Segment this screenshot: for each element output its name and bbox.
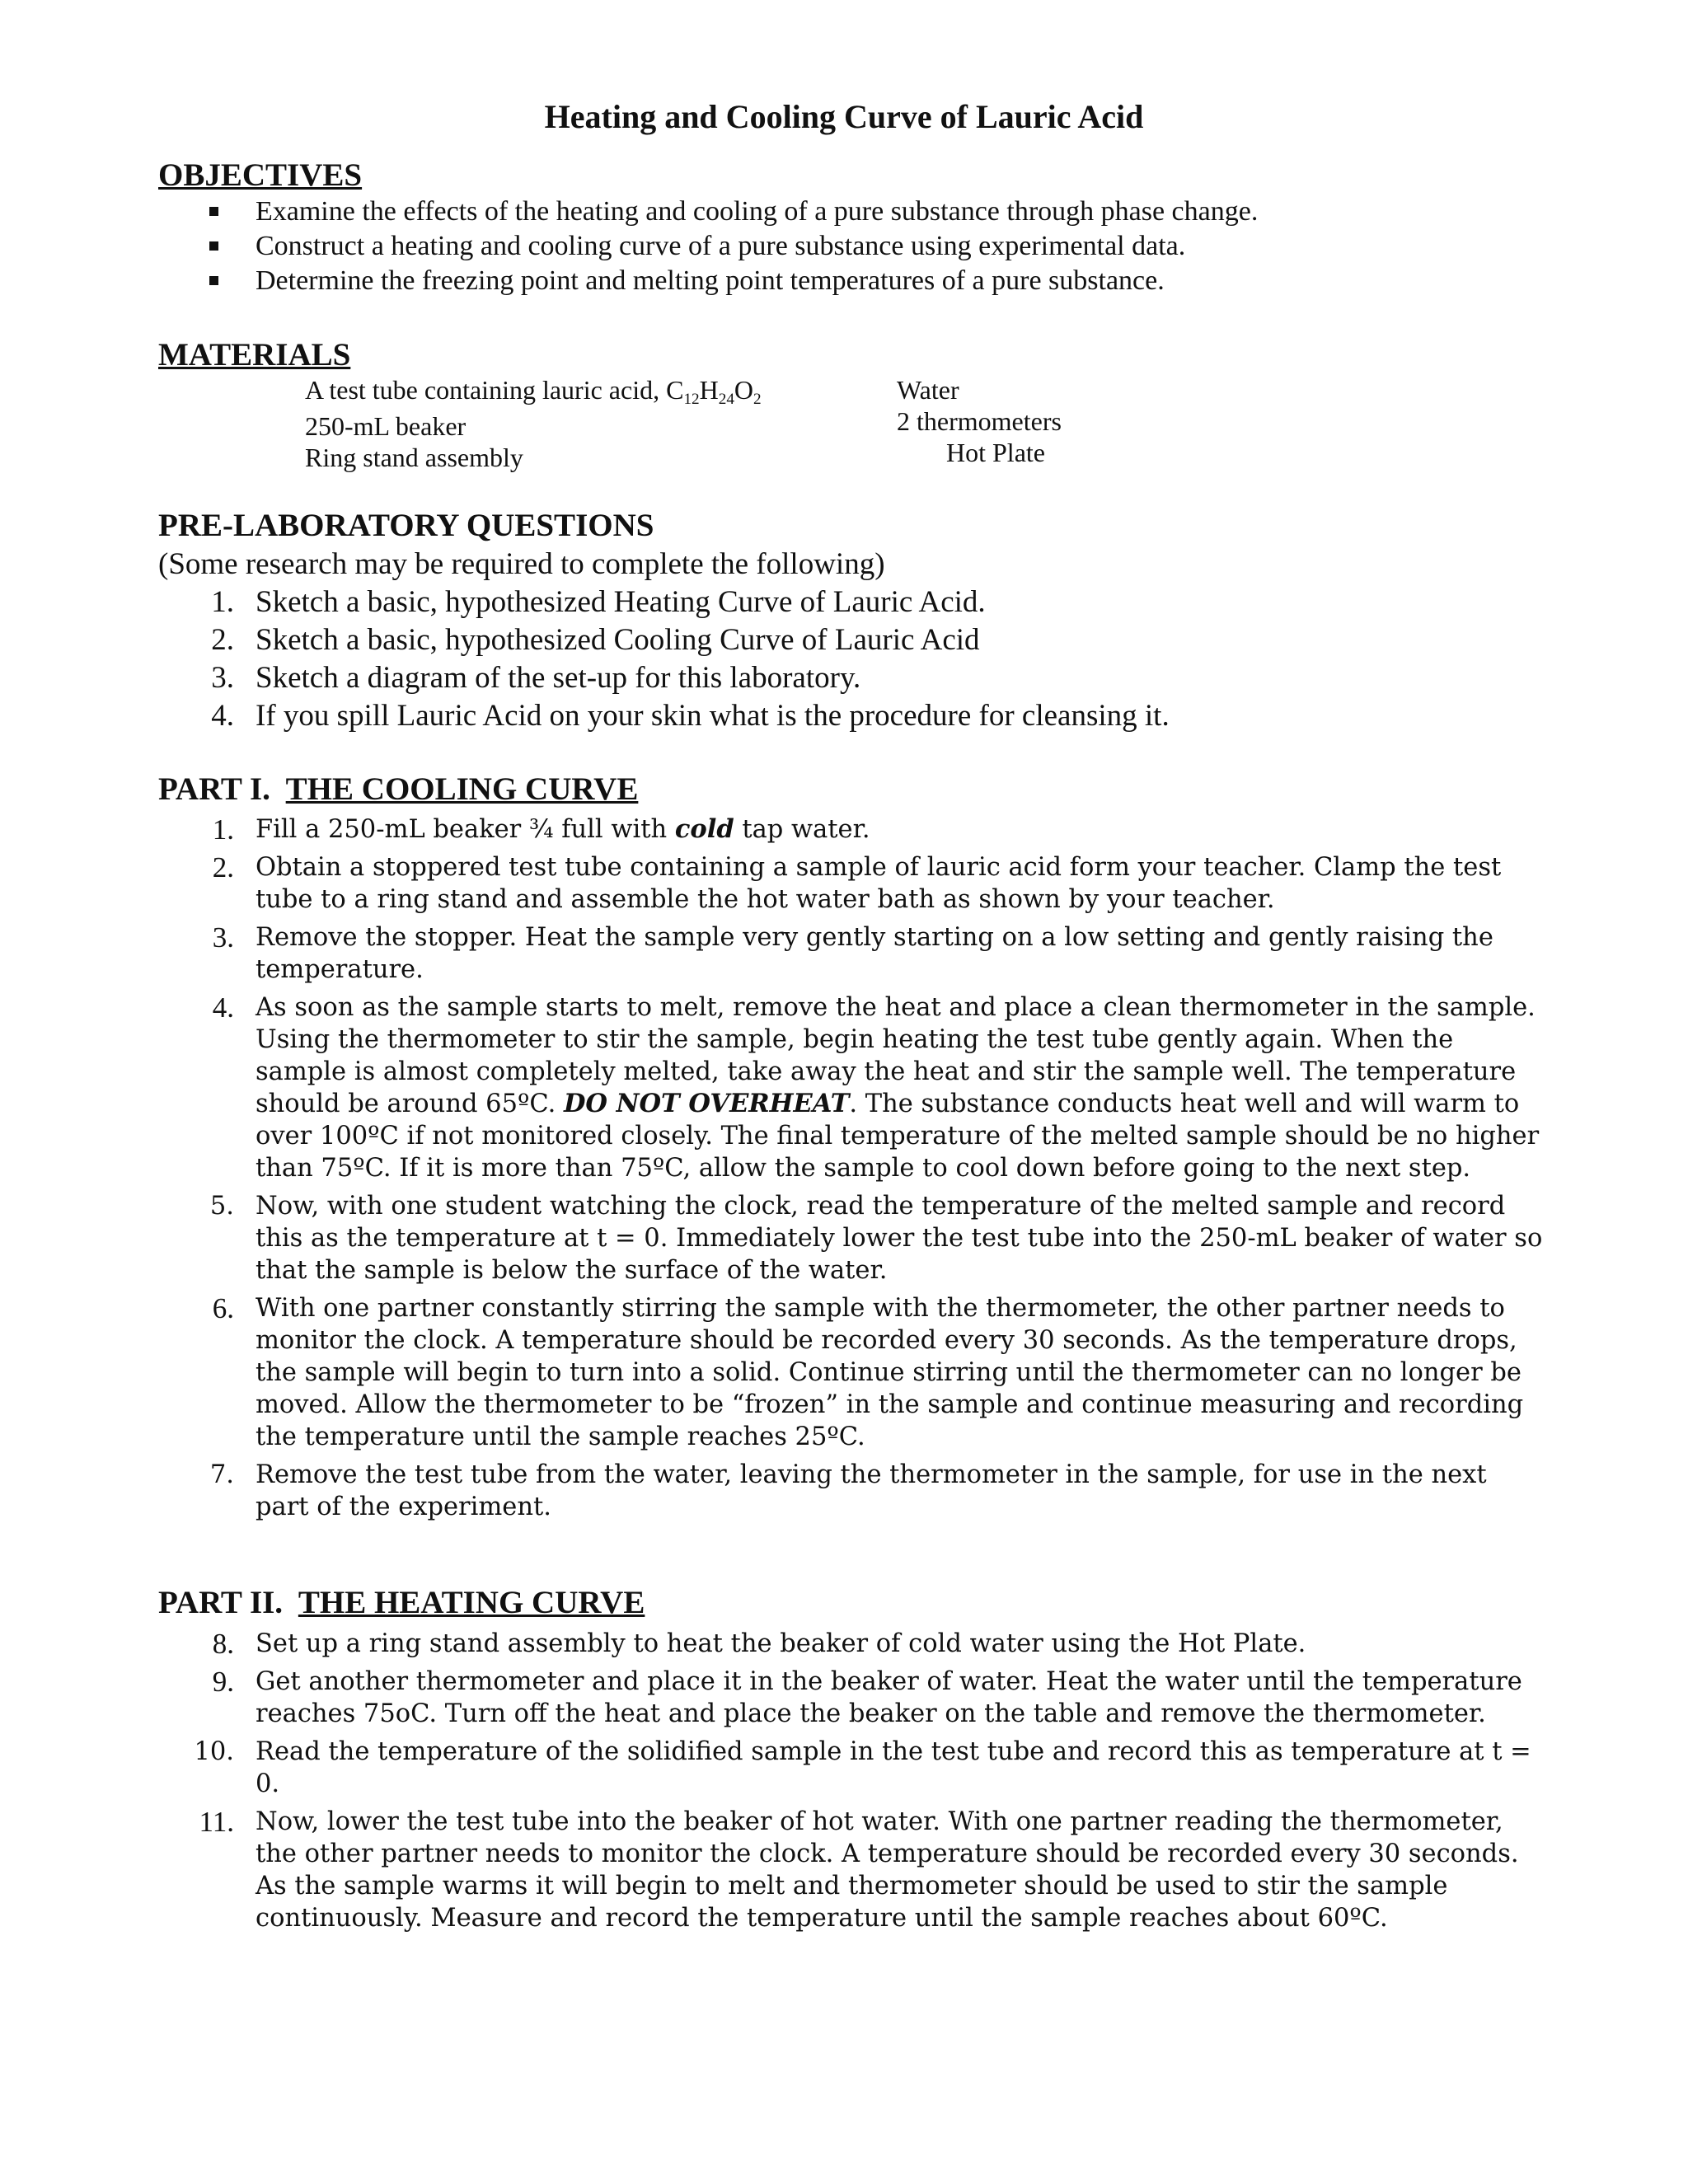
part2-steps [158, 1628, 1543, 1940]
material-item: Hot Plate [946, 438, 1045, 467]
material-item: A test tube containing lauric acid, $C_{12}H_{24}O_2$ [305, 375, 762, 408]
procedure-step: 10. Read the temperature of the solidified sample in the test tube and record this as temperature at t = 0. [194, 1737, 1531, 1798]
bullet-icon [209, 276, 218, 285]
procedure-step: 7. Remove the test tube from the water, leaving the thermometer in the sample, for use in the next part of the experiment. [209, 1460, 1487, 1521]
procedure-step: 3. Remove the stopper. Heat the sample very gently starting on a low setting and gently raising the temperature. [212, 921, 1493, 984]
prelab-questions [158, 583, 1170, 735]
prelab-question: 4. If you spill Lauric Acid on your skin what is the procedure for cleansing it. [211, 699, 1170, 733]
material-item: Water [897, 375, 959, 405]
bullet-icon [209, 241, 218, 251]
procedure-step: 8. Set up a ring stand assembly to heat the beaker of cold water using the Hot Plate. [212, 1628, 1306, 1660]
procedure-step: 9. Get another thermometer and place it in the beaker of water. Heat the water until the temperature reaches 75oC. Turn off the heat and place the beaker on the table and remove the thermometer. [212, 1666, 1522, 1728]
objectives-list [158, 194, 1258, 298]
objective-item: Determine the freezing point and melting point temperatures of a pure substance. [158, 264, 1258, 298]
prelab-subtitle: (Some research may be required to complete the following) [158, 547, 885, 581]
procedure-step: 5. Now, with one student watching the clock, read the temperature of the melted sample and record this as the temperature at t = 0. Immediately lower the test tube into the 250-mL beaker of water so that the sample is below the surface of the water. [209, 1192, 1543, 1285]
part1-heading: PART I. THE COOLING CURVE [158, 771, 639, 807]
prelab-question: 3. Sketch a diagram of the set-up for this laboratory. [211, 661, 861, 695]
objectives-heading: OBJECTIVES [158, 157, 363, 193]
material-item: 2 thermometers [897, 406, 1062, 436]
material-item: Ring stand assembly [305, 443, 523, 472]
materials-heading: MATERIALS [158, 337, 351, 373]
materials-left-list [305, 374, 762, 473]
material-item: 250-mL beaker [305, 411, 467, 441]
procedure-step: 2. Obtain a stoppered test tube containing a sample of lauric acid form your teacher. Clamp the test tube to a ring stand and assemble the hot water bath as shown by your teacher. [212, 851, 1502, 914]
prelab-question: 1. Sketch a basic, hypothesized Heating Curve of Lauric Acid. [211, 585, 986, 619]
part2-heading: PART II. THE HEATING CURVE [158, 1585, 645, 1620]
bullet-icon [209, 207, 218, 216]
part1-steps [158, 813, 1543, 1529]
materials-right-list [897, 374, 1062, 468]
document-title: Heating and Cooling Curve of Lauric Acid [544, 98, 1144, 135]
procedure-step: 6. With one partner constantly stirring the sample with the thermometer, the other partner needs to monitor the clock. A temperature should be recorded every 30 seconds. As the temperature drops, the sample will begin to turn into a solid. Continue stirring until the thermometer can no longer be moved. Allow the thermometer to be “frozen” in the sample and continue measuring and recording the temperature until the sample reaches 25ºC. [212, 1292, 1524, 1451]
prelab-question: 2. Sketch a basic, hypothesized Cooling Curve of Lauric Acid [211, 623, 980, 657]
procedure-step: 11. Now, lower the test tube into the beaker of hot water. With one partner reading the thermometer, the other partner needs to monitor the clock. A temperature should be recorded every 30 seconds. As the sample warms it will begin to melt and thermometer should be used to stir the sample continuously. Measure and record the temperature until the sample reaches about 60ºC. [199, 1806, 1519, 1933]
objective-item: Construct a heating and cooling curve of a pure substance using experimental data. [158, 229, 1258, 264]
procedure-step: 1. Fill a 250-mL beaker ¾ full with cold tap water. [212, 813, 870, 846]
objective-item: Examine the effects of the heating and cooling of a pure substance through phase change. [158, 194, 1258, 229]
prelab-heading: PRE-LABORATORY QUESTIONS [158, 508, 654, 543]
procedure-step: 4. As soon as the sample starts to melt, remove the heat and place a clean thermometer in the sample. Using the thermometer to stir the sample, begin heating the test tube gently again. When the sample is almost completely melted, take away the heat and stir the sample well. The temperature should be around 65ºC. DO NOT OVERHEAT. The substance conducts heat well and will warm to over 100ºC if not monitored closely. The final temperature of the melted sample should be no higher than 75ºC. If it is more than 75ºC, allow the sample to cool down before going to the next step. [212, 991, 1540, 1183]
